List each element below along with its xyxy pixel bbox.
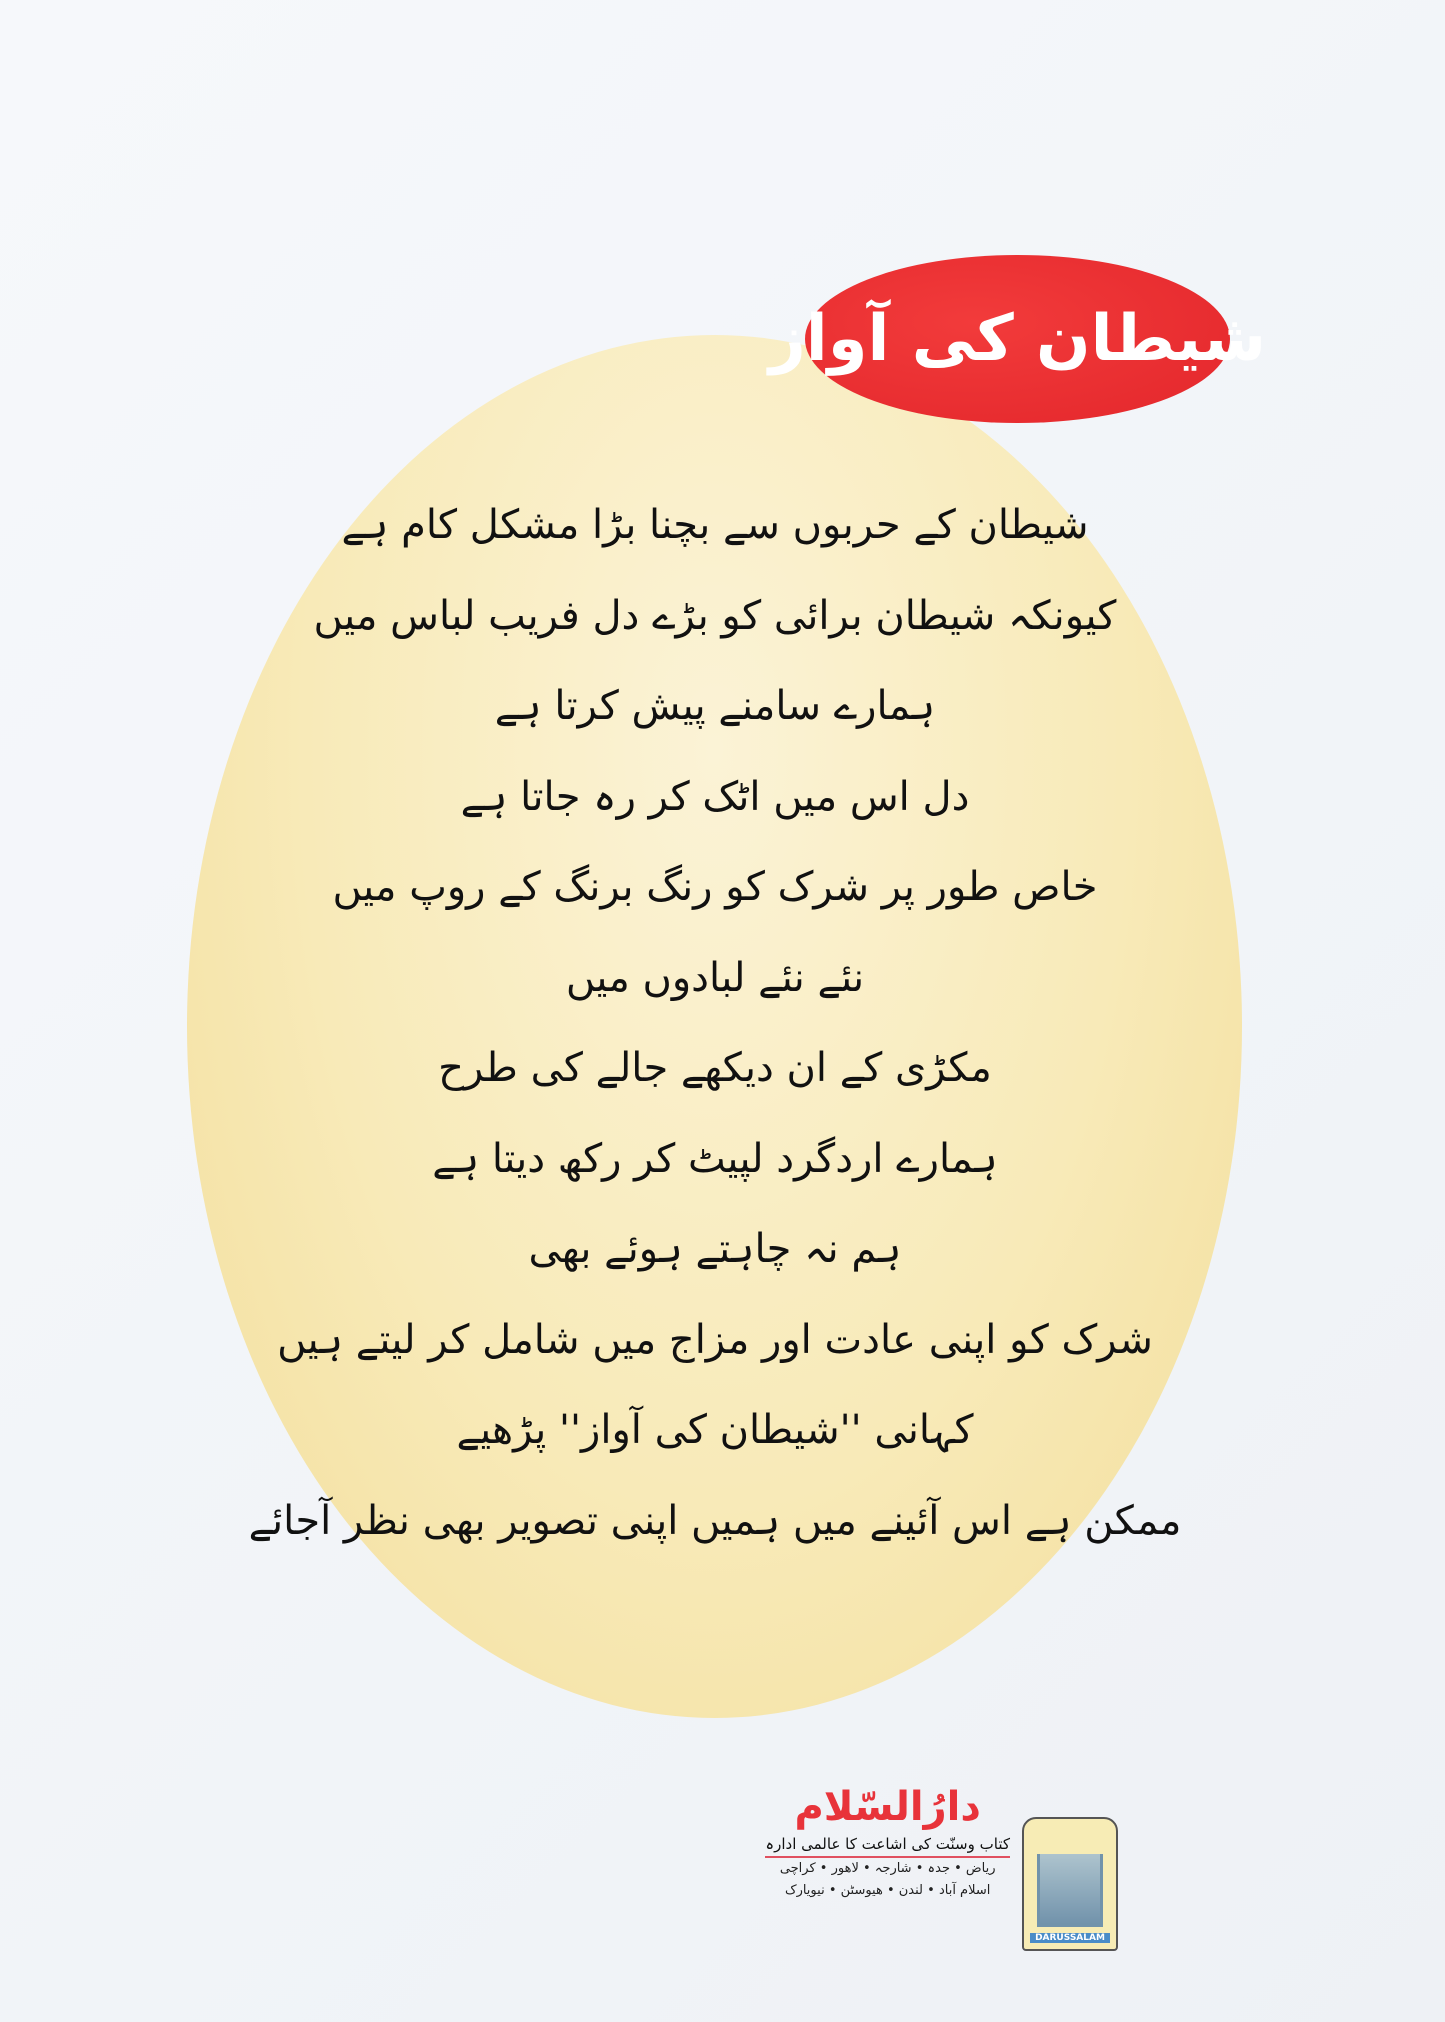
poem-line: شیطان کے حربوں سے بچنا بڑا مشکل کام ہے bbox=[341, 502, 1089, 548]
poem-text bbox=[160, 480, 1270, 1566]
poem-line: کیونکہ شیطان برائی کو بڑے دل فریب لباس میں bbox=[313, 592, 1117, 639]
poem-line: خاص طور پر شرک کو رنگ برنگ کے روپ میں bbox=[332, 864, 1098, 910]
poem-line: نئے نئے لبادوں میں bbox=[565, 954, 865, 1001]
poem-line: شرک کو اپنی عادت اور مزاج میں شامل کر لیتے ہیں bbox=[277, 1316, 1153, 1363]
poem-line: ہم نہ چاہتے ہوئے بھی bbox=[528, 1226, 902, 1272]
poem-line: دل اس میں اٹک کر رہ جاتا ہے bbox=[460, 773, 970, 820]
logo-text: DARUSSALAM bbox=[1030, 1933, 1110, 1943]
publisher-cities-2: اسلام آباد • لندن • ھیوسٹن • نیویارک bbox=[784, 1883, 991, 1898]
poem-line: کہانی ''شیطان کی آواز'' پڑھیے bbox=[456, 1407, 974, 1453]
publisher-tagline: کتاب وسنّت کی اشاعت کا عالمی ادارہ bbox=[765, 1832, 1010, 1858]
publisher-name: دارُالسّلام bbox=[794, 1784, 981, 1830]
publisher-logo bbox=[1022, 1817, 1118, 1951]
publisher-block bbox=[760, 1782, 1130, 1943]
poem-line: مکڑی کے ان دیکھے جالے کی طرح bbox=[438, 1045, 992, 1091]
poem-line: ممکن ہے اس آئینے میں ہمیں اپنی تصویر بھی نظر آجائے bbox=[248, 1497, 1182, 1544]
book-icon bbox=[1037, 1854, 1103, 1927]
title-badge bbox=[768, 255, 1267, 423]
poem-line: ہمارے سامنے پیش کرتا ہے bbox=[494, 683, 936, 729]
page-title: شیطان کی آواز bbox=[768, 302, 1267, 376]
poem-line: ہمارے اردگرد لپیٹ کر رکھ دیتا ہے bbox=[432, 1135, 998, 1182]
publisher-cities-1: ریاض • جدہ • شارجہ • لاھور • کراچی bbox=[779, 1861, 996, 1876]
